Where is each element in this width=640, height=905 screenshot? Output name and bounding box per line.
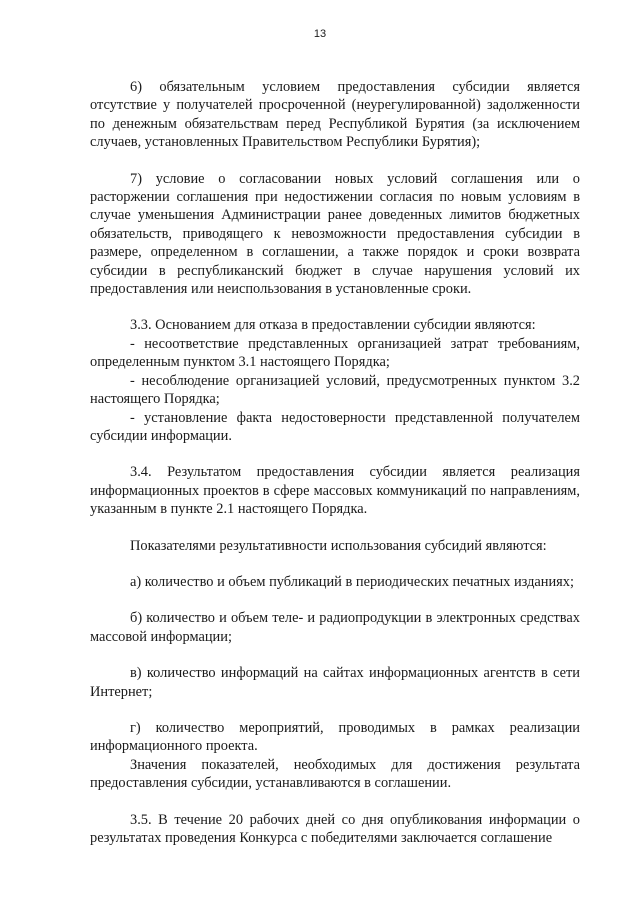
paragraph-3-3-bullet-3: - установление факта недостоверности представленной получателем субсидии информации. [90, 409, 580, 444]
indicator-b: б) количество и объем теле- и радиопродукции в электронных средствах массовой информации; [90, 610, 580, 645]
page-number: 13 [313, 28, 327, 40]
paragraph-3-4: 3.4. Результатом предоставления субсидии является реализация информационных проектов в сфере массовых коммуникаций по направлениям, указанным в пункте 2.1 настоящего Порядка. [90, 464, 580, 518]
paragraph-3-3-bullet-1: - несоответствие представленных организацией затрат требованиям, определенным пунктом 3.1 настоящего Порядка; [90, 335, 580, 371]
indicator-g: г) количество мероприятий, проводимых в рамках реализации информационного проекта. [90, 719, 580, 755]
document-body [90, 78, 580, 847]
paragraph-3-5: 3.5. В течение 20 рабочих дней со дня опубликования информации о результатах проведения Конкурса с победителями заключается соглашение [90, 811, 580, 846]
indicators-intro: Показателями результативности использования субсидий являются: [130, 537, 547, 554]
paragraph-item-6: 6) обязательным условием предоставления субсидии является отсутствие у получателей просроченной (неурегулированной) задолженности по денежным обязательствам перед Республикой Бурятия (за исключением случаев, установленных Правительством Республики Бурятия); [90, 79, 580, 151]
paragraph-3-3: 3.3. Основанием для отказа в предоставлении субсидии являются: [130, 317, 536, 334]
indicator-values-note: Значения показателей, необходимых для достижения результата предоставления субсидии, устанавливаются в соглашении. [90, 756, 580, 792]
indicator-v: в) количество информаций на сайтах информационных агентств в сети Интернет; [90, 665, 580, 700]
paragraph-item-7: 7) условие о согласовании новых условий соглашения или о расторжении соглашения при недостижении согласия по новым условиям в случае уменьшения Администрации ранее доведенных лимитов бюджетных обязательств, приводящего к невозможности предоставления субсидии в размере, определенном в соглашении, а также порядок и сроки возврата субсидии в республиканский бюджет в случае нарушения условий их предоставления или неиспользования в установленные сроки. [90, 170, 580, 298]
indicator-a: а) количество и объем публикаций в периодических печатных изданиях; [130, 573, 574, 590]
paragraph-3-3-bullet-2: - несоблюдение организацией условий, предусмотренных пунктом 3.2 настоящего Порядка; [90, 372, 580, 408]
